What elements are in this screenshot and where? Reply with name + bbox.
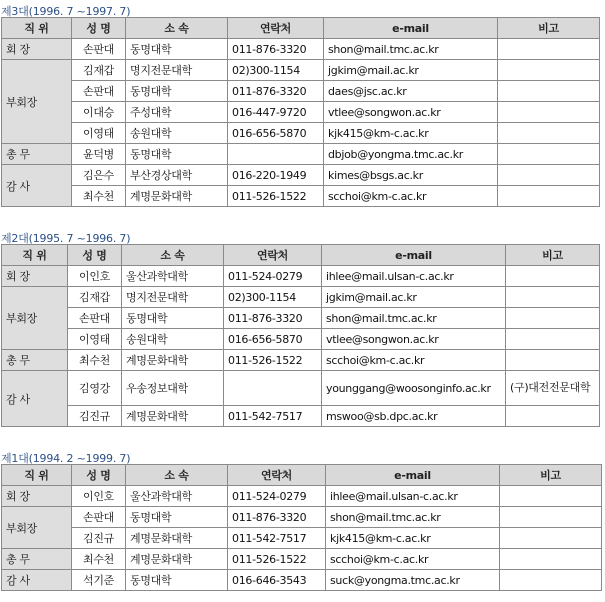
email-cell: vtlee@songwon.ac.kr <box>324 102 498 123</box>
org-cell: 명지전문대학 <box>126 60 228 81</box>
phone-cell: 011-876-3320 <box>228 507 326 528</box>
note-cell <box>500 486 602 507</box>
section-title: 제1대(1994. 2 ~1999. 7) <box>1 452 131 465</box>
phone-cell: 016-656-5870 <box>228 123 324 144</box>
org-cell: 동명대학 <box>122 308 224 329</box>
org-cell: 동명대학 <box>126 144 228 165</box>
header-org: 소 속 <box>126 18 228 39</box>
role-cell: 감 사 <box>2 570 72 591</box>
org-cell: 동명대학 <box>126 570 228 591</box>
phone-cell: 011-876-3320 <box>224 308 322 329</box>
table-row <box>2 350 600 371</box>
header-note: 비고 <box>498 18 600 39</box>
name-cell: 석기준 <box>72 570 126 591</box>
org-cell: 동명대학 <box>126 507 228 528</box>
phone-cell: 011-542-7517 <box>224 406 322 427</box>
table-row <box>2 81 600 102</box>
phone-cell: 016-447-9720 <box>228 102 324 123</box>
header-row <box>2 18 600 39</box>
email-cell: scchoi@km-c.ac.kr <box>326 549 500 570</box>
name-cell: 이대승 <box>72 102 126 123</box>
name-cell: 김진규 <box>72 528 126 549</box>
header-email: e-mail <box>326 465 500 486</box>
email-cell: kjk415@km-c.ac.kr <box>326 528 500 549</box>
table-row <box>2 39 600 60</box>
phone-cell: 011-524-0279 <box>228 486 326 507</box>
name-cell: 김재갑 <box>72 60 126 81</box>
phone-cell: 016-656-5870 <box>224 329 322 350</box>
table-row <box>2 528 602 549</box>
org-cell: 주성대학 <box>126 102 228 123</box>
org-cell: 계명문화대학 <box>126 528 228 549</box>
table-row <box>2 371 600 406</box>
role-cell: 회 장 <box>2 266 68 287</box>
table-row <box>2 186 600 207</box>
table-row <box>2 308 600 329</box>
note-cell <box>506 329 600 350</box>
phone-cell: 02)300-1154 <box>224 287 322 308</box>
phone-cell <box>228 144 324 165</box>
note-cell <box>500 528 602 549</box>
name-cell: 손판대 <box>72 39 126 60</box>
header-phone: 연락처 <box>228 18 324 39</box>
note-cell <box>498 60 600 81</box>
email-cell: scchoi@km-c.ac.kr <box>324 186 498 207</box>
org-cell: 송원대학 <box>122 329 224 350</box>
org-cell: 명지전문대학 <box>122 287 224 308</box>
table-row <box>2 102 600 123</box>
note-cell <box>506 308 600 329</box>
note-cell <box>506 287 600 308</box>
name-cell: 김은수 <box>72 165 126 186</box>
header-role: 직 위 <box>2 18 72 39</box>
role-cell: 감 사 <box>2 165 72 207</box>
name-cell: 이영태 <box>68 329 122 350</box>
email-cell: dbjob@yongma.tmc.ac.kr <box>324 144 498 165</box>
org-cell: 울산과학대학 <box>122 266 224 287</box>
org-cell: 부산경상대학 <box>126 165 228 186</box>
note-cell <box>498 39 600 60</box>
email-cell: jgkim@mail.ac.kr <box>324 60 498 81</box>
note-cell <box>500 570 602 591</box>
role-cell: 회 장 <box>2 39 72 60</box>
note-cell <box>506 406 600 427</box>
email-cell: kjk415@km-c.ac.kr <box>324 123 498 144</box>
role-cell: 회 장 <box>2 486 72 507</box>
table-row <box>2 287 600 308</box>
table-row <box>2 123 600 144</box>
org-cell: 계명문화대학 <box>126 186 228 207</box>
table-row <box>2 549 602 570</box>
table-row <box>2 406 600 427</box>
header-email: e-mail <box>322 245 506 266</box>
role-cell: 총 무 <box>2 549 72 570</box>
note-cell <box>498 81 600 102</box>
header-org: 소 속 <box>122 245 224 266</box>
name-cell: 최수천 <box>72 549 126 570</box>
table-row <box>2 570 602 591</box>
email-cell: vtlee@songwon.ac.kr <box>322 329 506 350</box>
officers-table <box>1 244 600 427</box>
section-title: 제2대(1995. 7 ~1996. 7) <box>1 232 131 245</box>
header-role: 직 위 <box>2 245 68 266</box>
phone-cell: 011-526-1522 <box>228 549 326 570</box>
name-cell: 이인호 <box>72 486 126 507</box>
org-cell: 울산과학대학 <box>126 486 228 507</box>
org-cell: 동명대학 <box>126 39 228 60</box>
role-cell: 총 무 <box>2 144 72 165</box>
phone-cell: 011-526-1522 <box>224 350 322 371</box>
name-cell: 윤덕병 <box>72 144 126 165</box>
email-cell: suck@yongma.tmc.ac.kr <box>326 570 500 591</box>
email-cell: ihlee@mail.ulsan-c.ac.kr <box>322 266 506 287</box>
phone-cell <box>224 371 322 406</box>
email-cell: shon@mail.tmc.ac.kr <box>324 39 498 60</box>
header-name: 성 명 <box>68 245 122 266</box>
email-cell: daes@jsc.ac.kr <box>324 81 498 102</box>
note-cell <box>498 186 600 207</box>
note-cell <box>498 123 600 144</box>
org-cell: 계명문화대학 <box>122 406 224 427</box>
name-cell: 김영강 <box>68 371 122 406</box>
name-cell: 김재갑 <box>68 287 122 308</box>
note-cell <box>498 165 600 186</box>
table-row <box>2 60 600 81</box>
note-cell <box>506 350 600 371</box>
note-cell <box>500 549 602 570</box>
header-name: 성 명 <box>72 18 126 39</box>
name-cell: 최수천 <box>72 186 126 207</box>
email-cell: younggang@woosonginfo.ac.kr <box>322 371 506 406</box>
org-cell: 계명문화대학 <box>122 350 224 371</box>
header-note: 비고 <box>506 245 600 266</box>
officers-table <box>1 464 602 591</box>
table-row <box>2 486 602 507</box>
org-cell: 동명대학 <box>126 81 228 102</box>
phone-cell: 011-876-3320 <box>228 39 324 60</box>
name-cell: 최수천 <box>68 350 122 371</box>
phone-cell: 011-876-3320 <box>228 81 324 102</box>
email-cell: shon@mail.tmc.ac.kr <box>322 308 506 329</box>
email-cell: jgkim@mail.ac.kr <box>322 287 506 308</box>
table-row <box>2 507 602 528</box>
phone-cell: 011-526-1522 <box>228 186 324 207</box>
header-org: 소 속 <box>126 465 228 486</box>
section-title: 제3대(1996. 7 ~1997. 7) <box>1 5 131 18</box>
role-cell: 부회장 <box>2 287 68 350</box>
email-cell: mswoo@sb.dpc.ac.kr <box>322 406 506 427</box>
table-row <box>2 266 600 287</box>
header-note: 비고 <box>500 465 602 486</box>
officers-table <box>1 17 600 207</box>
name-cell: 손판대 <box>72 507 126 528</box>
role-cell: 부회장 <box>2 60 72 144</box>
name-cell: 김진규 <box>68 406 122 427</box>
email-cell: scchoi@km-c.ac.kr <box>322 350 506 371</box>
phone-cell: 011-524-0279 <box>224 266 322 287</box>
header-role: 직 위 <box>2 465 72 486</box>
org-cell: 우송정보대학 <box>122 371 224 406</box>
role-cell: 총 무 <box>2 350 68 371</box>
name-cell: 이영태 <box>72 123 126 144</box>
header-row <box>2 465 602 486</box>
name-cell: 이인호 <box>68 266 122 287</box>
email-cell: shon@mail.tmc.ac.kr <box>326 507 500 528</box>
table-row <box>2 144 600 165</box>
note-cell <box>498 144 600 165</box>
note-cell <box>498 102 600 123</box>
note-cell: (구)대전전문대학 <box>506 371 600 406</box>
header-phone: 연락처 <box>224 245 322 266</box>
phone-cell: 016-220-1949 <box>228 165 324 186</box>
header-name: 성 명 <box>72 465 126 486</box>
phone-cell: 011-542-7517 <box>228 528 326 549</box>
phone-cell: 016-646-3543 <box>228 570 326 591</box>
header-email: e-mail <box>324 18 498 39</box>
name-cell: 손판대 <box>72 81 126 102</box>
note-cell <box>500 507 602 528</box>
email-cell: ihlee@mail.ulsan-c.ac.kr <box>326 486 500 507</box>
table-row <box>2 165 600 186</box>
name-cell: 손판대 <box>68 308 122 329</box>
header-phone: 연락처 <box>228 465 326 486</box>
role-cell: 부회장 <box>2 507 72 549</box>
org-cell: 계명문화대학 <box>126 549 228 570</box>
role-cell: 감 사 <box>2 371 68 427</box>
phone-cell: 02)300-1154 <box>228 60 324 81</box>
note-cell <box>506 266 600 287</box>
header-row <box>2 245 600 266</box>
org-cell: 송원대학 <box>126 123 228 144</box>
table-row <box>2 329 600 350</box>
email-cell: kimes@bsgs.ac.kr <box>324 165 498 186</box>
